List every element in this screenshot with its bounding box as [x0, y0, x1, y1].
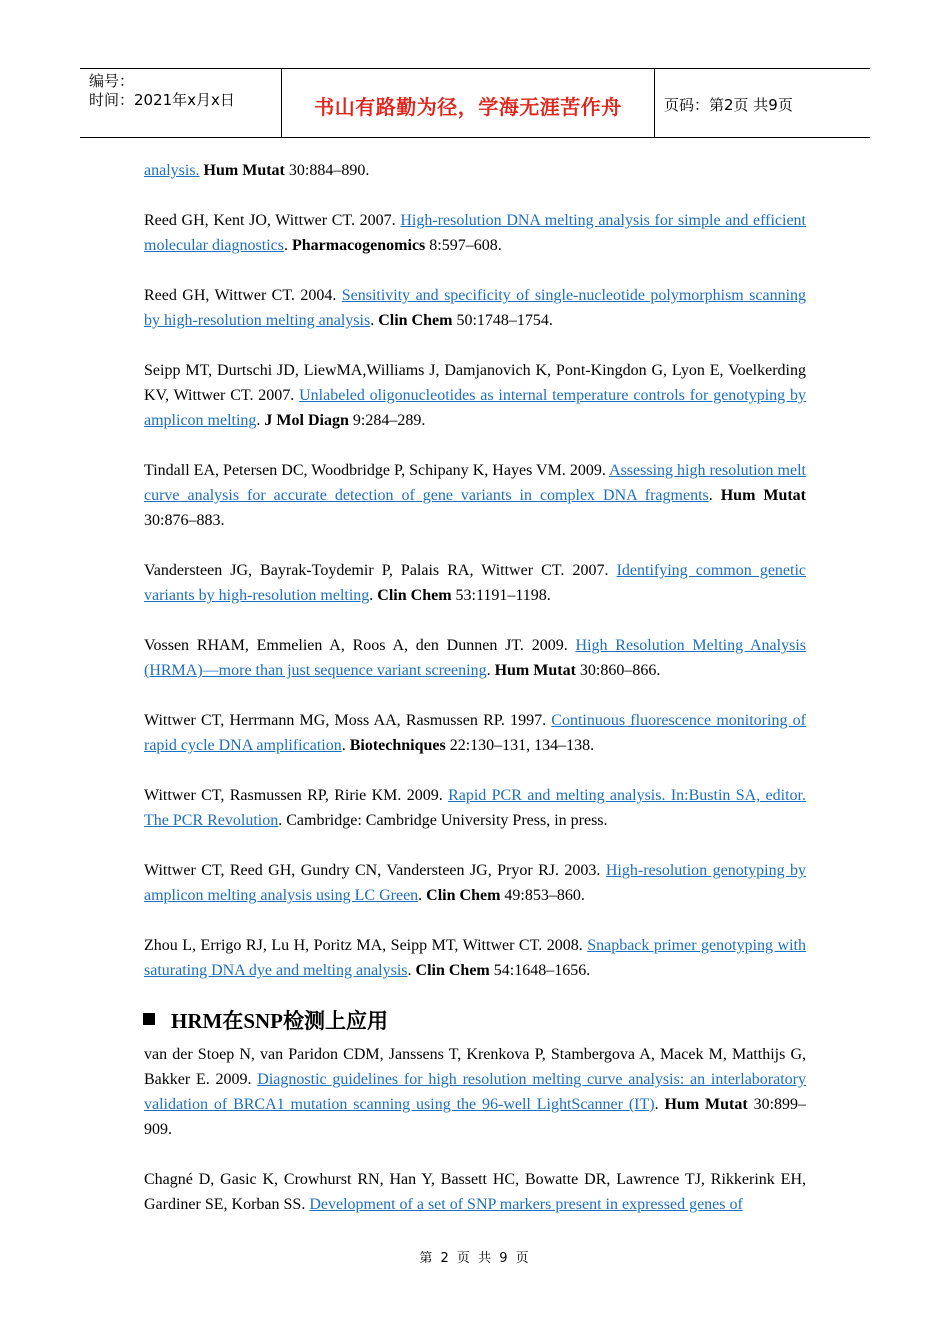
reference-title-link[interactable]: High-resolution genotyping by amplicon melting analysis using LC Green	[144, 862, 807, 904]
reference-group-1	[144, 158, 806, 983]
header-table	[80, 68, 870, 138]
reference-entry	[144, 633, 806, 683]
reference-entry	[144, 1167, 806, 1217]
code-label: 编号：	[89, 72, 135, 90]
reference-volume-pages: 54:1648–1656.	[489, 962, 591, 979]
reference-volume-pages: 30:860–866.	[575, 662, 661, 679]
reference-separator: .	[407, 962, 416, 979]
reference-authors: Wittwer CT, Reed GH, Gundry CN, Vandersteen JG, Pryor RJ. 2003.	[144, 862, 606, 879]
reference-authors: Zhou L, Errigo RJ, Lu H, Poritz MA, Seipp MT, Wittwer CT. 2008.	[144, 937, 588, 954]
reference-title-link[interactable]: Identifying common genetic variants by high-resolution melting	[144, 562, 807, 604]
section-title: HRM在SNP检测上应用	[171, 1009, 388, 1033]
reference-entry	[144, 558, 806, 608]
reference-volume-pages: 8:597–608.	[425, 237, 502, 254]
reference-authors: Vandersteen JG, Bayrak-Toydemir P, Palais RA, Wittwer CT. 2007.	[144, 562, 617, 579]
reference-entry	[144, 283, 806, 333]
reference-separator: .	[369, 587, 378, 604]
reference-separator: . Cambridge: Cambridge University Press, in press.	[278, 812, 608, 829]
reference-journal: Clin Chem	[378, 312, 453, 329]
page-footer: 第 2 页 共 9 页	[419, 1251, 531, 1266]
reference-volume-pages: 50:1748–1754.	[452, 312, 553, 329]
reference-title-link[interactable]: analysis.	[144, 162, 200, 179]
reference-journal: Clin Chem	[426, 887, 501, 904]
reference-title-link[interactable]: Rapid PCR and melting analysis. In:Bustin SA, editor. The PCR Revolution	[144, 787, 806, 829]
reference-authors: Reed GH, Wittwer CT. 2004.	[144, 287, 342, 304]
header-motto-cell	[282, 69, 655, 137]
reference-volume-pages: 53:1191–1198.	[451, 587, 551, 604]
reference-title-link[interactable]: Snapback primer genotyping with saturating DNA dye and melting analysis	[144, 937, 807, 979]
reference-separator: .	[708, 487, 721, 504]
reference-separator: .	[283, 237, 292, 254]
reference-journal: Pharmacogenomics	[291, 237, 426, 254]
reference-journal: Hum Mutat	[664, 1096, 748, 1113]
reference-authors: Vossen RHAM, Emmelien A, Roos A, den Dunnen JT. 2009.	[144, 637, 576, 654]
reference-journal: Biotechniques	[349, 737, 446, 754]
page-info: 页码：第2页 共9页	[664, 96, 793, 114]
reference-entry	[144, 208, 806, 258]
reference-entry	[144, 933, 806, 983]
reference-journal: J Mol Diagn	[264, 412, 349, 429]
reference-separator: .	[486, 662, 495, 679]
reference-journal: Clin Chem	[377, 587, 452, 604]
reference-journal: Hum Mutat	[494, 662, 576, 679]
reference-title-link[interactable]: Unlabeled oligonucleotides as internal temperature controls for genotyping by amplicon melting	[144, 387, 807, 429]
reference-volume-pages: 30:884–890.	[284, 162, 370, 179]
reference-journal: Clin Chem	[415, 962, 490, 979]
reference-entry	[144, 858, 806, 908]
reference-title-link[interactable]: Development of a set of SNP markers present in expressed genes of	[309, 1196, 743, 1213]
reference-title-link[interactable]: Sensitivity and specificity of single-nucleotide polymorphism scanning by high-resolution melting analysis	[144, 287, 807, 329]
reference-title-link[interactable]: Assessing high resolution melt curve analysis for accurate detection of gene variants in complex DNA fragments	[144, 462, 806, 504]
reference-entry	[144, 1042, 806, 1142]
reference-group-2	[144, 1042, 806, 1217]
header-page-cell	[655, 69, 870, 137]
reference-volume-pages: 49:853–860.	[500, 887, 585, 904]
reference-separator: .	[418, 887, 427, 904]
motto: 书山有路勤为径，学海无涯苦作舟	[314, 95, 622, 119]
reference-authors: Tindall EA, Petersen DC, Woodbridge P, Schipany K, Hayes VM. 2009.	[144, 462, 610, 479]
reference-entry	[144, 158, 806, 183]
reference-authors: Wittwer CT, Rasmussen RP, Ririe KM. 2009.	[144, 787, 449, 804]
reference-entry	[144, 358, 806, 433]
reference-title-link[interactable]: Diagnostic guidelines for high resolution melting curve analysis: an interlaboratory validation of BRCA1 mutation scanning using the 96-well LightScanner (IT)	[144, 1071, 806, 1113]
section-heading	[143, 1008, 806, 1034]
reference-journal: Hum Mutat	[203, 162, 285, 179]
reference-authors: Seipp MT, Durtschi JD, LiewMA,Williams J, Damjanovich K, Pont-Kingdon G, Lyon E, Voelkerding KV, Wittwer CT. 2007.	[144, 362, 806, 404]
reference-title-link[interactable]: Continuous fluorescence monitoring of rapid cycle DNA amplification	[144, 712, 806, 754]
reference-volume-pages: 30:899–909.	[144, 1096, 807, 1138]
reference-entry	[144, 458, 806, 533]
reference-volume-pages: 9:284–289.	[348, 412, 426, 429]
reference-volume-pages: 30:876–883.	[144, 512, 225, 529]
reference-authors: van der Stoep N, van Paridon CDM, Janssens T, Krenkova P, Stambergova A, Macek M, Matthijs G, Bakker E. 2009.	[144, 1046, 806, 1088]
reference-authors: Chagné D, Gasic K, Crowhurst RN, Han Y, Bassett HC, Bowatte DR, Lawrence TJ, Rikkerink EH, Gardiner SE, Korban SS.	[144, 1171, 806, 1213]
time-label: 时间：2021年x月x日	[89, 91, 235, 109]
reference-entry	[144, 783, 806, 833]
reference-title-link[interactable]: High Resolution Melting Analysis (HRMA)—more than just sequence variant screening	[144, 637, 806, 679]
reference-separator: .	[341, 737, 350, 754]
reference-journal: Hum Mutat	[720, 487, 807, 504]
reference-volume-pages: 22:130–131, 134–138.	[445, 737, 595, 754]
reference-list	[144, 158, 806, 1217]
reference-authors: Wittwer CT, Herrmann MG, Moss AA, Rasmussen RP. 1997.	[144, 712, 552, 729]
square-bullet-icon	[143, 1013, 155, 1025]
reference-separator: .	[370, 312, 379, 329]
reference-authors: Reed GH, Kent JO, Wittwer CT. 2007.	[144, 212, 401, 229]
reference-separator: .	[256, 412, 265, 429]
reference-separator: .	[654, 1096, 665, 1113]
reference-title-link[interactable]: High-resolution DNA melting analysis for simple and efficient molecular diagnostics	[144, 212, 806, 254]
header-meta-cell	[80, 69, 282, 137]
reference-entry	[144, 708, 806, 758]
